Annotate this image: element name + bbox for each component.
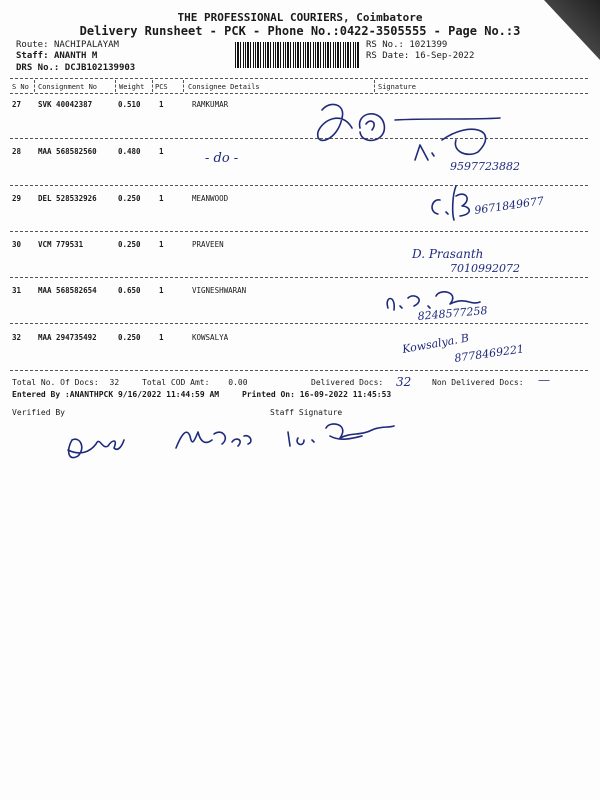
row31-phone: 8248577258 [417, 303, 488, 323]
staff-signature-label: Staff Signature [270, 408, 343, 417]
col-signature: Signature [378, 83, 416, 91]
signature-stroke [387, 292, 480, 310]
delivered-docs-label: Delivered Docs: [311, 378, 384, 387]
row-consignee: VIGNESHWARAN [192, 286, 247, 295]
drs-value: DCJB102139903 [64, 63, 136, 73]
col-divider [152, 80, 153, 92]
row-consignee: KOWSALYA [192, 333, 229, 342]
row-pcs: 1 [159, 194, 164, 203]
col-consignee: Consignee Details [188, 83, 260, 91]
row-sno: 32 [12, 333, 22, 342]
staff-label: Staff: [16, 51, 49, 61]
row-sno: 31 [12, 286, 22, 295]
row-weight: 0.250 [118, 333, 141, 342]
row-consignee: MEANWOOD [192, 194, 229, 203]
col-divider [183, 80, 184, 92]
row30-name: D. Prasanth [412, 247, 484, 261]
delivered-docs-value: 32 [396, 375, 412, 389]
route-line [16, 40, 119, 50]
row-divider [10, 370, 588, 371]
row32-phone: 8778469221 [453, 342, 525, 365]
route-value: NACHIPALAYAM [53, 40, 119, 50]
row-weight: 0.250 [118, 240, 141, 249]
rs-no-value: 1021399 [409, 40, 448, 50]
col-sno: S No [12, 83, 29, 91]
company-title: THE PROFESSIONAL COURIERS, Coimbatore [177, 11, 423, 24]
rs-no-line [366, 40, 447, 50]
ditto-mark: - do - [205, 151, 239, 166]
col-divider [34, 80, 35, 92]
row-consignment: MAA 568582654 [38, 286, 97, 295]
row-sno: 29 [12, 194, 22, 203]
entered-by-text: Entered By :ANANTHPCK 9/16/2022 11:44:59 AM [12, 390, 220, 399]
row-consignment: MAA 568582560 [38, 147, 97, 156]
route-label: Route: [16, 40, 49, 50]
row-sno: 30 [12, 240, 22, 249]
col-consignment: Consignment No [38, 83, 98, 91]
total-docs-value: 32 [109, 378, 120, 387]
rs-date-value: 16-Sep-2022 [414, 51, 475, 61]
row30-phone: 7010992072 [450, 262, 520, 275]
table-top-rule [10, 78, 588, 79]
col-divider [115, 80, 116, 92]
row-divider [10, 231, 588, 232]
total-docs-label: Total No. Of Docs: [12, 378, 99, 387]
row-divider [10, 185, 588, 186]
row-sno: 28 [12, 147, 22, 156]
row29-phone: 9671849677 [473, 194, 545, 217]
row-pcs: 1 [159, 100, 164, 109]
row-weight: 0.480 [118, 147, 141, 156]
signature-stroke [395, 118, 500, 120]
row32-name: Kowsalya. B [401, 331, 471, 356]
verified-by-label: Verified By [12, 408, 65, 417]
row-pcs: 1 [159, 240, 164, 249]
non-delivered-docs-label: Non Delivered Docs: [432, 378, 524, 387]
rs-date-label: RS Date: [366, 51, 410, 61]
row-weight: 0.650 [118, 286, 141, 295]
row-consignment: DEL 528532926 [38, 194, 97, 203]
col-weight: Weight [119, 83, 145, 91]
row-pcs: 1 [159, 286, 164, 295]
row-consignee: PRAVEEN [192, 240, 224, 249]
total-cod-label: Total COD Amt: [142, 378, 210, 387]
total-cod-value: 0.00 [228, 378, 248, 387]
printed-on-text: Printed On: 16-09-2022 11:45:53 [241, 390, 392, 399]
row-pcs: 1 [159, 147, 164, 156]
row-consignee: RAMKUMAR [192, 100, 229, 109]
table-header-rule [10, 93, 588, 94]
row-weight: 0.510 [118, 100, 141, 109]
signature-stroke [318, 104, 385, 140]
row-divider [10, 323, 588, 324]
col-pcs: PCS [155, 83, 168, 91]
staff-signature [288, 424, 394, 446]
row-pcs: 1 [159, 333, 164, 342]
totals-line [12, 378, 248, 387]
drs-line [16, 63, 135, 73]
row-weight: 0.250 [118, 194, 141, 203]
row-divider [10, 277, 588, 278]
row-consignment: VCM 779531 [38, 240, 84, 249]
row-sno: 27 [12, 100, 22, 109]
barcode [235, 42, 360, 68]
drs-label: DRS No.: [16, 63, 60, 73]
row-consignment: MAA 294735492 [38, 333, 97, 342]
col-divider [374, 80, 375, 92]
runsheet-subtitle: Delivery Runsheet - PCK - Phone No.:0422-3505555 - Page No.:3 [79, 24, 521, 38]
signature-stroke [415, 129, 486, 160]
non-delivered-docs-value: — [538, 373, 550, 387]
verifier-signature [68, 439, 124, 457]
row-consignment: SVK 40042387 [38, 100, 93, 109]
staff-value: ANANTH M [53, 51, 98, 61]
rs-date-line [366, 51, 474, 61]
staff-line [16, 51, 97, 61]
verifier-signature [176, 432, 251, 448]
row28-phone: 9597723882 [450, 160, 520, 173]
rs-no-label: RS No.: [366, 40, 404, 50]
row-divider [10, 138, 588, 139]
signature-stroke [432, 186, 469, 220]
entered-by [12, 390, 391, 399]
